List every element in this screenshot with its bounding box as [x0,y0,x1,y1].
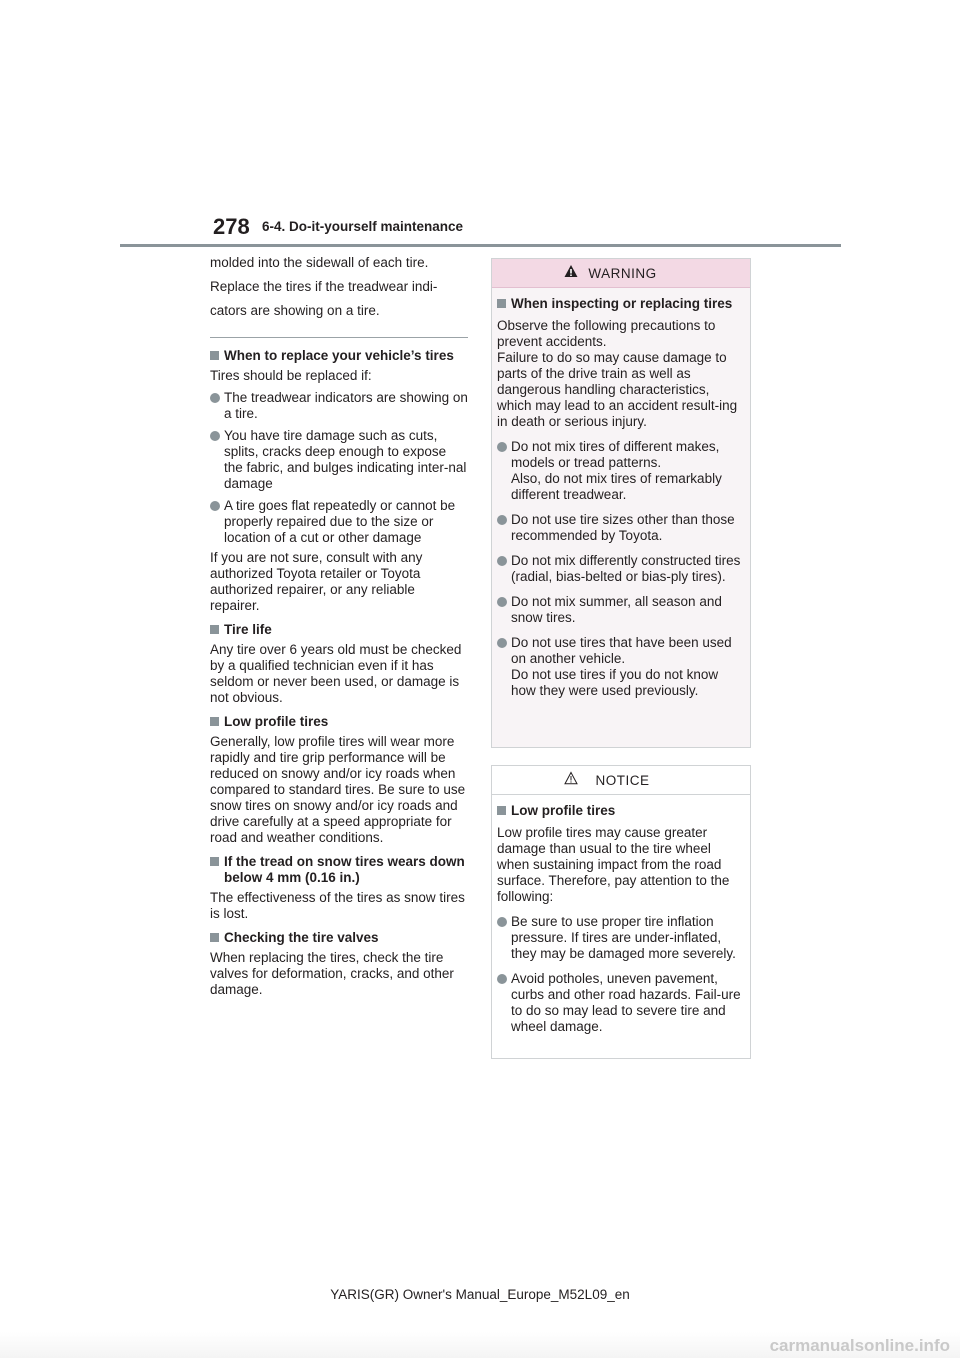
paragraph: Any tire over 6 years old must be checked by a qualified technician even if it has seldom or never been used, or damage is not obvious. [210,642,462,705]
tire-valves-heading: Checking the tire valves [210,930,468,946]
list-item: Do not use tires that have been used on another vehicle. Do not use tires if you do not know how they were used previously. [497,635,745,699]
paragraph: When replacing the tires, check the tire valves for deformation, cracks, and other damage. [210,950,454,997]
square-bullet-icon [210,933,219,942]
list-item: Do not mix tires of different makes, models or tread patterns. Also, do not mix tires of remarkably different treadwear. [497,439,745,503]
circle-bullet-icon [497,597,507,607]
list-item: Do not mix summer, all season and snow tires. [497,594,745,626]
warning-label: WARNING [588,266,657,281]
intro-text [210,255,468,319]
square-bullet-icon [210,625,219,634]
circle-bullet-icon [497,917,507,927]
warning-box [491,258,751,748]
list-item: Avoid potholes, uneven pavement, curbs and other road hazards. Fail-ure to do so may lead to severe tire and wheel damage. [497,971,745,1035]
paragraph: Failure to do so may cause damage to parts of the drive train as well as dangerous handling characteristics, which may lead to an accident result-ing in death or serious injury. [497,350,738,429]
paragraph: The effectiveness of the tires as snow tires is lost. [210,890,465,921]
snow-tread-heading: If the tread on snow tires wears down below 4 mm (0.16 in.) [210,854,468,886]
section-title: 6-4. Do-it-yourself maintenance [262,219,464,234]
intro-line: Replace the tires if the treadwear indi- [210,279,438,294]
circle-bullet-icon [497,515,507,525]
warning-body [492,288,750,699]
circle-bullet-icon [497,442,507,452]
page-header [0,0,960,250]
list-item: The treadwear indicators are showing on a tire. [210,390,468,422]
notice-body [492,795,750,1035]
header-divider [120,244,841,247]
warning-heading: When inspecting or replacing tires [497,296,745,312]
paragraph: Observe the following precautions to prevent accidents. [497,318,716,349]
page-footer [0,1287,960,1302]
square-bullet-icon [497,299,506,308]
notice-heading: Low profile tires [497,803,745,819]
square-bullet-icon [210,351,219,360]
watermark-strip [0,1332,960,1358]
square-bullet-icon [210,717,219,726]
circle-bullet-icon [210,393,220,403]
watermark-text: carmanualsonline.info [769,1336,950,1355]
circle-bullet-icon [497,638,507,648]
list-item: Do not mix differently constructed tires (radial, bias-belted or bias-ply tires). [497,553,745,585]
notice-header [492,766,750,795]
intro-line: molded into the sidewall of each tire. [210,255,429,270]
list-item: Do not use tire sizes other than those recommended by Toyota. [497,512,745,544]
warning-header [492,259,750,288]
paragraph: Tires should be replaced if: [210,368,372,383]
list-item: A tire goes flat repeatedly or cannot be properly repaired due to the size or location of a cut or other damage [210,498,468,546]
when-to-replace-heading: When to replace your vehicle’s tires [210,348,468,364]
circle-bullet-icon [210,431,220,441]
tire-life-heading: Tire life [210,622,468,638]
intro-line: cators are showing on a tire. [210,303,380,318]
notice-label: NOTICE [595,773,650,788]
paragraph: Low profile tires may cause greater damage than usual to the tire wheel when sustaining impact from the road surface. Therefore, pay attention to the following: [497,825,730,904]
list-item: Be sure to use proper tire inflation pressure. If tires are under-inflated, they may be damaged more severely. [497,914,745,962]
paragraph: If you are not sure, consult with any authorized Toyota retailer or Toyota authorized repairer, or any reliable repairer. [210,550,423,613]
page-number: 278 [213,214,250,239]
low-profile-heading: Low profile tires [210,714,468,730]
square-bullet-icon [497,806,506,815]
square-bullet-icon [210,857,219,866]
notice-box [491,765,751,1059]
manual-id: YARIS(GR) Owner's Manual_Europe_M52L09_en [330,1287,630,1302]
list-item: You have tire damage such as cuts, splits, cracks deep enough to expose the fabric, and bulges indicating inter-nal damage [210,428,468,492]
section-divider [210,337,468,338]
circle-bullet-icon [210,501,220,511]
paragraph: Generally, low profile tires will wear more rapidly and tire grip performance will be reduced on snowy and/or icy roads when compared to standard tires. Be sure to use snow tires on snowy and/or icy roads and drive carefully at a speed appropriate for road and weather conditions. [210,734,466,845]
circle-bullet-icon [497,974,507,984]
left-column [210,255,468,998]
circle-bullet-icon [497,556,507,566]
